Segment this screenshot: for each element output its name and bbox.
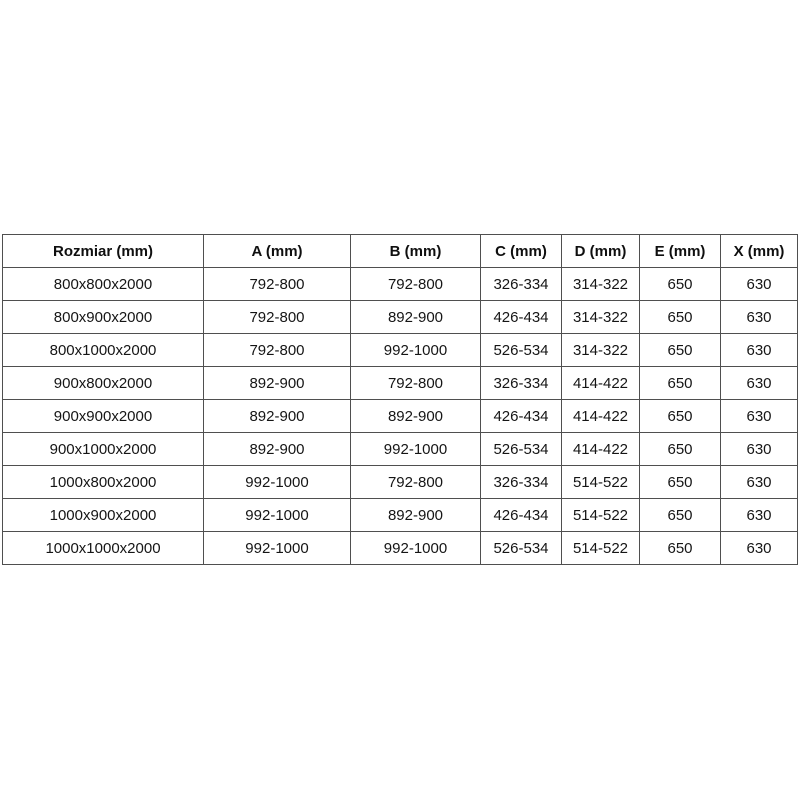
- value-cell: 326-334: [481, 466, 562, 499]
- value-cell: 426-434: [481, 400, 562, 433]
- column-header: C (mm): [481, 235, 562, 268]
- value-cell: 630: [721, 433, 798, 466]
- value-cell: 526-534: [481, 334, 562, 367]
- value-cell: 630: [721, 334, 798, 367]
- value-cell: 992-1000: [351, 334, 481, 367]
- value-cell: 630: [721, 400, 798, 433]
- value-cell: 992-1000: [204, 532, 351, 565]
- size-cell: 800x1000x2000: [3, 334, 204, 367]
- value-cell: 630: [721, 268, 798, 301]
- value-cell: 514-522: [562, 466, 640, 499]
- size-cell: 800x800x2000: [3, 268, 204, 301]
- value-cell: 792-800: [204, 268, 351, 301]
- value-cell: 314-322: [562, 268, 640, 301]
- column-header: Rozmiar (mm): [3, 235, 204, 268]
- value-cell: 650: [640, 334, 721, 367]
- table-row: [3, 499, 798, 532]
- value-cell: 426-434: [481, 499, 562, 532]
- size-cell: 900x800x2000: [3, 367, 204, 400]
- value-cell: 526-534: [481, 433, 562, 466]
- column-header: X (mm): [721, 235, 798, 268]
- value-cell: 992-1000: [351, 532, 481, 565]
- value-cell: 650: [640, 466, 721, 499]
- table-row: [3, 466, 798, 499]
- value-cell: 650: [640, 499, 721, 532]
- value-cell: 414-422: [562, 433, 640, 466]
- size-cell: 1000x800x2000: [3, 466, 204, 499]
- value-cell: 526-534: [481, 532, 562, 565]
- value-cell: 514-522: [562, 499, 640, 532]
- column-header: D (mm): [562, 235, 640, 268]
- table-row: [3, 301, 798, 334]
- column-header: E (mm): [640, 235, 721, 268]
- value-cell: 992-1000: [204, 499, 351, 532]
- value-cell: 792-800: [204, 301, 351, 334]
- table-row: [3, 334, 798, 367]
- column-header: A (mm): [204, 235, 351, 268]
- size-cell: 1000x900x2000: [3, 499, 204, 532]
- value-cell: 426-434: [481, 301, 562, 334]
- value-cell: 992-1000: [351, 433, 481, 466]
- value-cell: 630: [721, 301, 798, 334]
- value-cell: 630: [721, 367, 798, 400]
- value-cell: 792-800: [204, 334, 351, 367]
- column-header: B (mm): [351, 235, 481, 268]
- size-cell: 800x900x2000: [3, 301, 204, 334]
- value-cell: 650: [640, 301, 721, 334]
- value-cell: 630: [721, 499, 798, 532]
- value-cell: 892-900: [351, 499, 481, 532]
- table-row: [3, 268, 798, 301]
- header-row: [3, 235, 798, 268]
- value-cell: 792-800: [351, 268, 481, 301]
- value-cell: 892-900: [204, 433, 351, 466]
- value-cell: 650: [640, 400, 721, 433]
- value-cell: 892-900: [351, 301, 481, 334]
- size-cell: 1000x1000x2000: [3, 532, 204, 565]
- value-cell: 326-334: [481, 268, 562, 301]
- value-cell: 314-322: [562, 301, 640, 334]
- table-row: [3, 400, 798, 433]
- value-cell: 314-322: [562, 334, 640, 367]
- value-cell: 892-900: [351, 400, 481, 433]
- value-cell: 650: [640, 433, 721, 466]
- value-cell: 414-422: [562, 400, 640, 433]
- table-row: [3, 532, 798, 565]
- value-cell: 630: [721, 466, 798, 499]
- value-cell: 630: [721, 532, 798, 565]
- value-cell: 650: [640, 532, 721, 565]
- value-cell: 792-800: [351, 367, 481, 400]
- size-cell: 900x1000x2000: [3, 433, 204, 466]
- value-cell: 514-522: [562, 532, 640, 565]
- size-cell: 900x900x2000: [3, 400, 204, 433]
- value-cell: 650: [640, 268, 721, 301]
- value-cell: 414-422: [562, 367, 640, 400]
- value-cell: 792-800: [351, 466, 481, 499]
- value-cell: 326-334: [481, 367, 562, 400]
- value-cell: 650: [640, 367, 721, 400]
- table-row: [3, 433, 798, 466]
- table-row: [3, 367, 798, 400]
- value-cell: 992-1000: [204, 466, 351, 499]
- value-cell: 892-900: [204, 400, 351, 433]
- value-cell: 892-900: [204, 367, 351, 400]
- dimensions-table: [2, 234, 798, 565]
